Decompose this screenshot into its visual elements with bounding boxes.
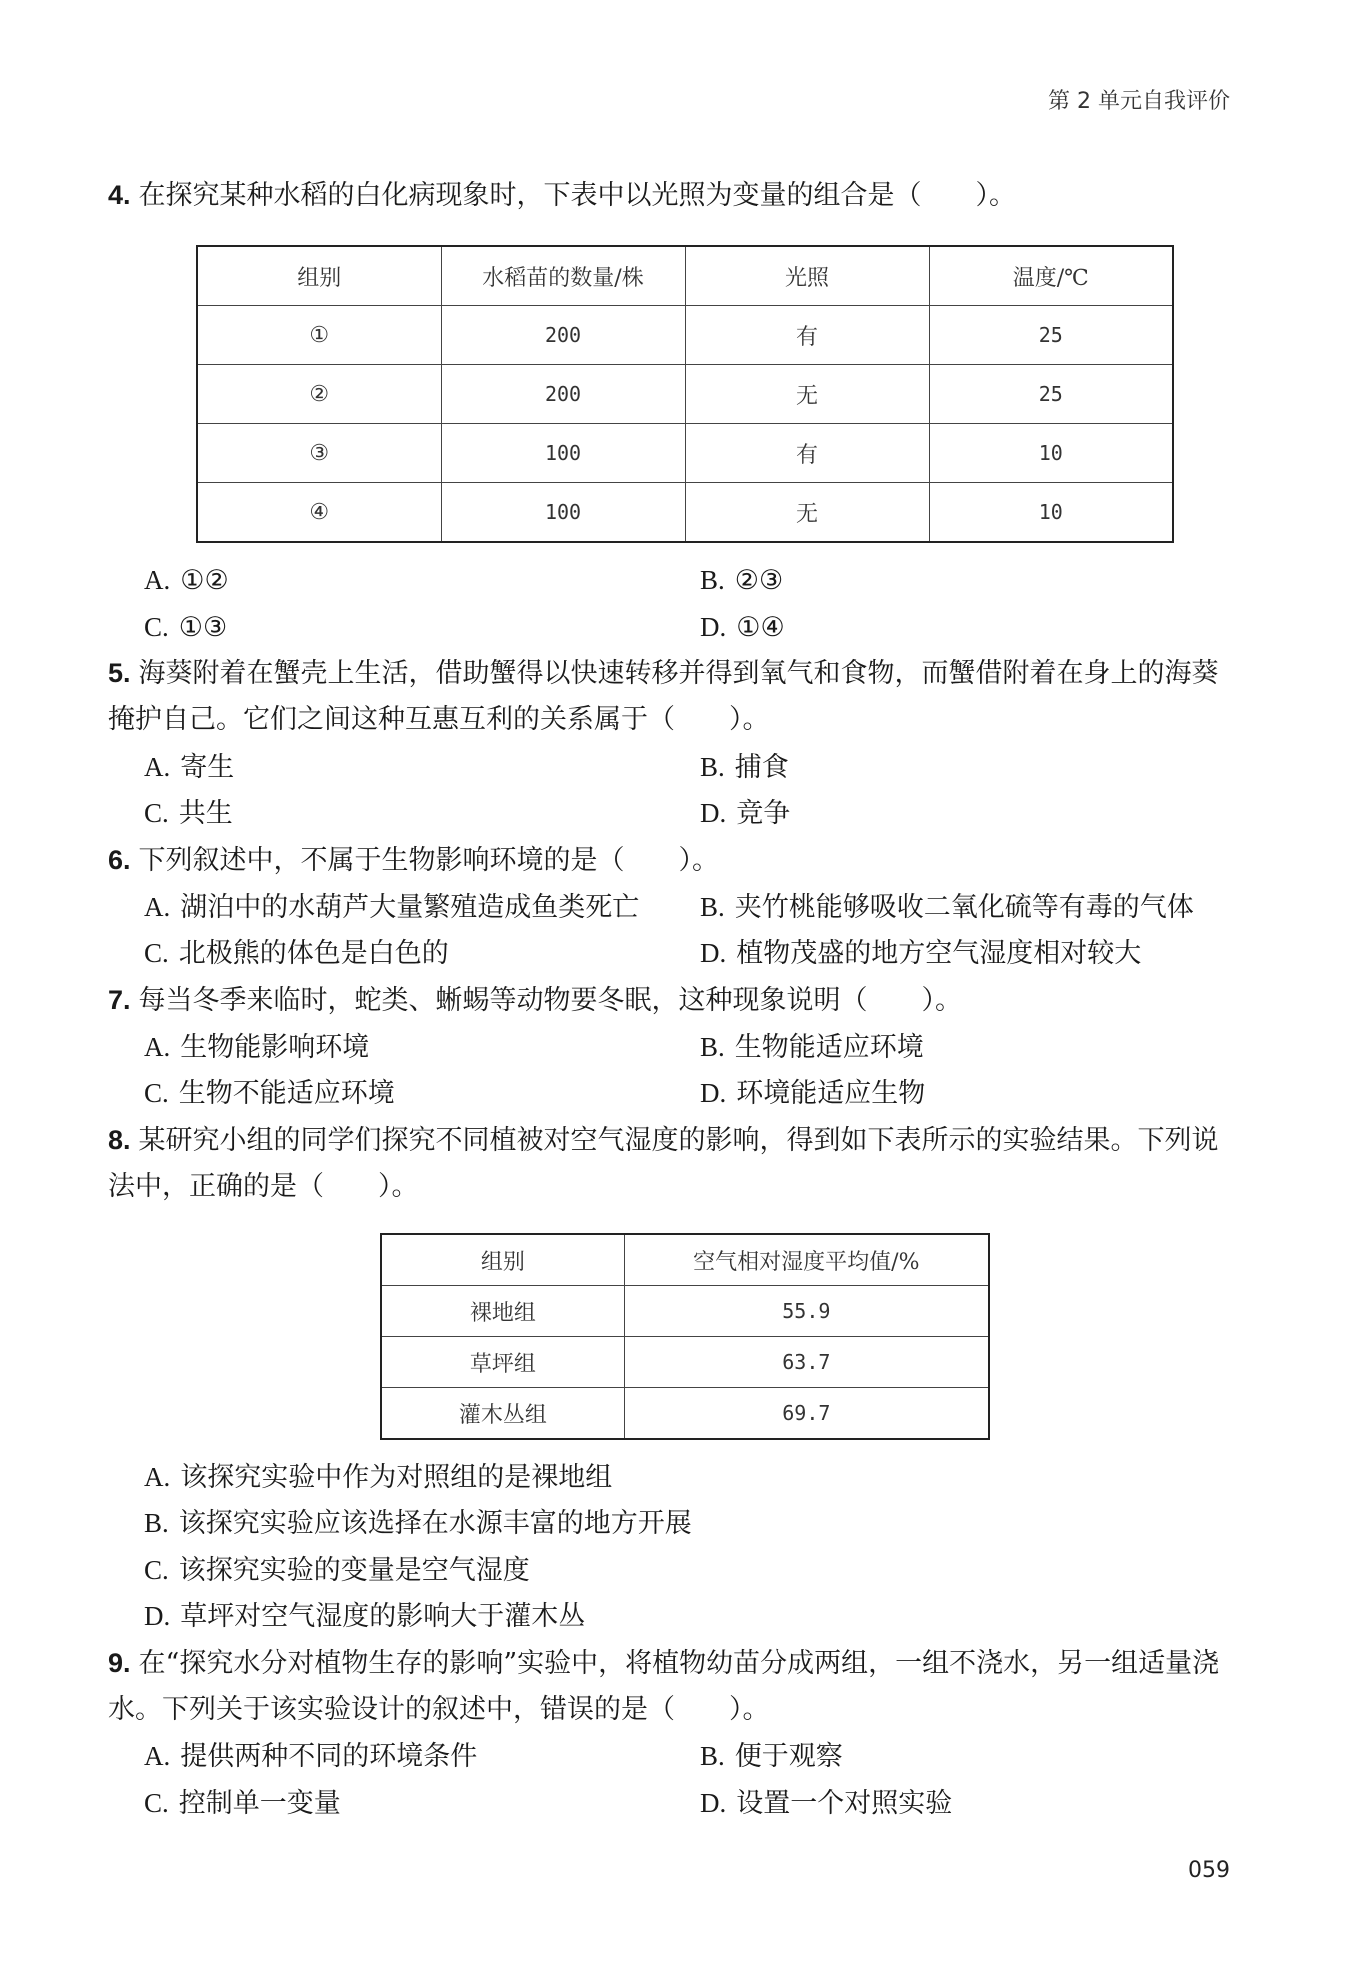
page-header: 第 2 单元自我评价 [1048,89,1230,114]
question-text: 在探究某种水稻的白化病现象时，下表中以光照为变量的组合是（ ）。 [138,180,1017,211]
option-text: ①② [180,565,229,596]
option-d[interactable]: D. 植物茂盛的地方空气湿度相对较大 [700,938,1142,969]
question-6 [108,837,1238,884]
option-text: 提供两种不同的环境条件 [180,1741,478,1772]
question-number: 9. [108,1648,131,1678]
table-row [381,1337,989,1388]
table-cell: ① [197,306,441,365]
question-text: 海葵附着在蟹壳上生活，借助蟹得以快速转移并得到氧气和食物，而蟹借附着在身上的海葵掩护自己。它们之间这种互惠互利的关系属于（ ）。 [108,658,1219,735]
table-cell: 25 [929,306,1173,365]
table-row [197,365,1173,424]
option-text: 该探究实验的变量是空气湿度 [178,1555,530,1586]
option-text: 该探究实验中作为对照组的是裸地组 [180,1462,613,1493]
option-text: 便于观察 [734,1741,843,1772]
option-text: 寄生 [180,752,235,783]
table-cell: 69.7 [624,1388,989,1440]
option-b[interactable]: B. 捕食 [700,752,789,783]
table-cell: 无 [685,483,929,543]
option-b[interactable]: B. 生物能适应环境 [700,1032,924,1063]
question-number: 7. [108,985,131,1015]
table-cell: 10 [929,424,1173,483]
option-text: 控制单一变量 [178,1788,341,1819]
option-text: 草坪对空气湿度的影响大于灌木丛 [180,1601,586,1632]
option-text: 夹竹桃能够吸收二氧化硫等有毒的气体 [734,892,1194,923]
option-d[interactable]: D. 设置一个对照实验 [700,1788,953,1819]
option-a[interactable]: A. 生物能影响环境 [144,1032,370,1063]
question-text: 每当冬季来临时，蛇类、蜥蜴等动物要冬眠，这种现象说明（ ）。 [138,985,963,1016]
table-cell: ③ [197,424,441,483]
option-text: 该探究实验应该选择在水源丰富的地方开展 [178,1508,692,1539]
table-header-row [381,1234,989,1286]
table-row [197,424,1173,483]
option-text: ②③ [734,565,784,596]
option-a[interactable]: A. 湖泊中的水葫芦大量繁殖造成鱼类死亡 [144,892,640,923]
table-cell: 200 [441,365,685,424]
table-header-row [197,246,1173,306]
table-row [197,306,1173,365]
question-text: 某研究小组的同学们探究不同植被对空气湿度的影响，得到如下表所示的实验结果。下列说法中，正确的是（ ）。 [108,1125,1219,1202]
option-text: 捕食 [734,752,789,783]
table-header-cell: 水稻苗的数量/株 [441,246,685,306]
table-cell: 63.7 [624,1337,989,1388]
option-d[interactable]: D. 竞争 [700,798,791,829]
question-number: 5. [108,658,131,688]
table-cell: ② [197,365,441,424]
table-row [197,483,1173,543]
option-text: 植物茂盛的地方空气湿度相对较大 [736,938,1142,969]
question-5 [108,650,1238,743]
option-a[interactable]: A. 该探究实验中作为对照组的是裸地组 [144,1462,613,1493]
option-c[interactable]: C. 该探究实验的变量是空气湿度 [144,1555,530,1586]
table-cell: 55.9 [624,1286,989,1337]
table-row [381,1388,989,1440]
table-header-cell: 光照 [685,246,929,306]
question-8 [108,1117,1238,1210]
question-9 [108,1640,1238,1733]
table-cell: 10 [929,483,1173,543]
option-text: 共生 [178,798,233,829]
option-c[interactable]: C. 控制单一变量 [144,1788,341,1819]
option-text: 生物不能适应环境 [178,1078,395,1109]
option-text: ①④ [736,612,785,643]
option-a[interactable]: A. ①② [144,565,229,596]
table-cell: 无 [685,365,929,424]
table-cell: 草坪组 [381,1337,624,1388]
option-b[interactable]: B. 夹竹桃能够吸收二氧化硫等有毒的气体 [700,892,1194,923]
option-d[interactable]: D. 草坪对空气湿度的影响大于灌木丛 [144,1601,586,1632]
table-cell: 200 [441,306,685,365]
table-cell: 有 [685,424,929,483]
option-c[interactable]: C. 共生 [144,798,233,829]
option-b[interactable]: B. ②③ [700,565,784,596]
table-cell: ④ [197,483,441,543]
table-header-cell: 组别 [197,246,441,306]
question-text: 在“探究水分对植物生存的影响”实验中，将植物幼苗分成两组，一组不浇水，另一组适量浇水。下列关于该实验设计的叙述中，错误的是（ ）。 [108,1648,1220,1725]
table-header-cell: 空气相对湿度平均值/% [624,1234,989,1286]
option-text: 湖泊中的水葫芦大量繁殖造成鱼类死亡 [180,892,640,923]
option-text: 竞争 [736,798,791,829]
table-cell: 100 [441,424,685,483]
table-cell: 100 [441,483,685,543]
table-header-cell: 组别 [381,1234,624,1286]
option-c[interactable]: C. 北极熊的体色是白色的 [144,938,449,969]
option-text: 生物能适应环境 [734,1032,924,1063]
question-text: 下列叙述中，不属于生物影响环境的是（ ）。 [138,845,720,876]
option-d[interactable]: D. ①④ [700,612,785,643]
table-cell: 有 [685,306,929,365]
table-row [381,1286,989,1337]
page-number: 059 [1188,1858,1230,1883]
option-text: 设置一个对照实验 [736,1788,953,1819]
question-number: 8. [108,1125,131,1155]
option-text: 环境能适应生物 [736,1078,926,1109]
option-text: ①③ [178,612,228,643]
question-number: 6. [108,845,131,875]
table-cell: 25 [929,365,1173,424]
option-a[interactable]: A. 提供两种不同的环境条件 [144,1741,478,1772]
rice-experiment-table [196,245,1174,543]
option-b[interactable]: B. 便于观察 [700,1741,843,1772]
table-cell: 灌木丛组 [381,1388,624,1440]
option-b[interactable]: B. 该探究实验应该选择在水源丰富的地方开展 [144,1508,692,1539]
question-number: 4. [108,180,131,210]
table-cell: 裸地组 [381,1286,624,1337]
option-c[interactable]: C. 生物不能适应环境 [144,1078,395,1109]
option-c[interactable]: C. ①③ [144,612,228,643]
question-7 [108,977,1238,1024]
question-4 [108,172,1238,219]
option-d[interactable]: D. 环境能适应生物 [700,1078,926,1109]
option-text: 北极熊的体色是白色的 [178,938,449,969]
option-a[interactable]: A. 寄生 [144,752,235,783]
option-text: 生物能影响环境 [180,1032,370,1063]
humidity-results-table [380,1233,990,1440]
table-header-cell: 温度/℃ [929,246,1173,306]
